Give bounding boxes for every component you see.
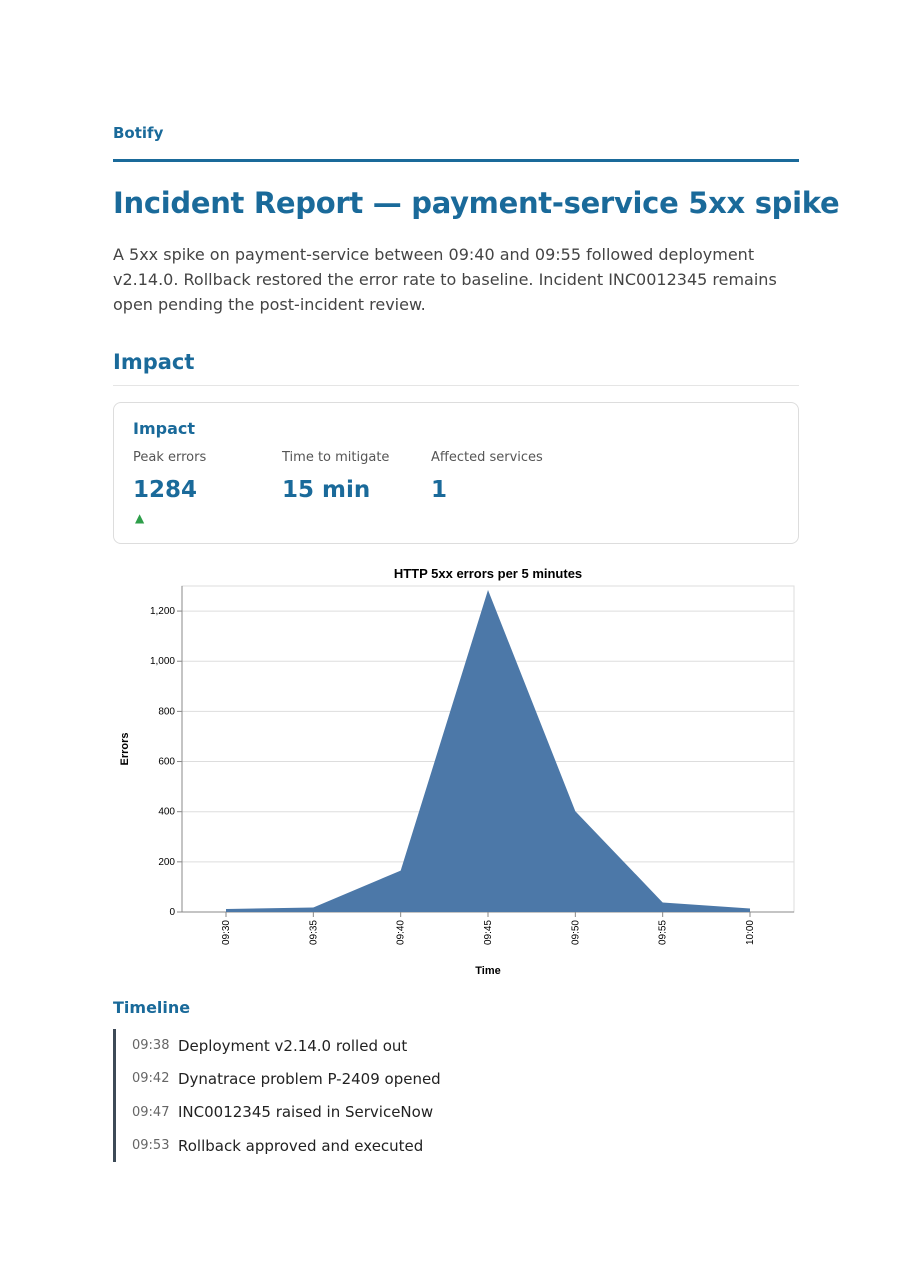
kpi-label: Affected services <box>431 450 543 465</box>
trend-up-icon: ▲ <box>135 511 145 525</box>
timeline-heading: Timeline <box>113 998 191 1017</box>
event-text: Dynatrace problem P-2409 opened <box>178 1069 441 1088</box>
x-tick-label: 09:45 <box>483 920 494 946</box>
area-series <box>226 590 750 912</box>
event-text: Rollback approved and executed <box>178 1136 424 1155</box>
x-axis-label: Time <box>475 965 501 977</box>
kpi-value: 1 <box>431 477 448 503</box>
kpi-affected-services <box>431 450 571 503</box>
kpi-peak-errors <box>133 450 273 503</box>
chart-title: HTTP 5xx errors per 5 minutes <box>393 566 583 581</box>
event-text: INC0012345 raised in ServiceNow <box>178 1103 434 1122</box>
kpi-value: 1284 <box>133 477 198 503</box>
kpi-value: 15 min <box>282 477 371 503</box>
timeline-item <box>116 1129 796 1162</box>
impact-heading: Impact <box>113 350 195 374</box>
y-axis-label: Errors <box>119 732 131 766</box>
page-title: Incident Report — payment-service 5xx spike <box>113 186 840 220</box>
impact-card <box>113 402 799 544</box>
header-divider <box>113 159 799 162</box>
x-tick-label: 10:00 <box>745 920 756 946</box>
timeline-list <box>113 1029 796 1162</box>
event-time: 09:42 <box>132 1071 170 1087</box>
kpi-label: Peak errors <box>133 450 207 465</box>
timeline-item <box>116 1029 796 1062</box>
x-tick-label: 09:35 <box>308 920 320 946</box>
y-tick-label: 200 <box>158 856 175 868</box>
summary-paragraph: A 5xx spike on payment-service between 09:40 and 09:55 followed deployment v2.14.0. Rollback restored the error rate to baseline. Incident INC0012345 remains open pending the post-incident review. <box>113 245 777 314</box>
timeline-item <box>116 1096 796 1129</box>
y-tick-label: 1,200 <box>149 606 175 618</box>
event-text: Deployment v2.14.0 rolled out <box>178 1036 408 1055</box>
y-tick-label: 1,000 <box>149 656 175 668</box>
y-tick-label: 800 <box>158 706 175 718</box>
x-tick-label: 09:55 <box>657 920 669 946</box>
errors-chart <box>113 560 803 980</box>
x-tick-label: 09:50 <box>570 920 582 946</box>
section-divider <box>113 385 799 386</box>
event-time: 09:38 <box>132 1038 170 1054</box>
event-time: 09:53 <box>132 1138 170 1154</box>
kpi-label: Time to mitigate <box>282 450 390 465</box>
y-tick-label: 600 <box>158 756 175 768</box>
y-tick-label: 0 <box>169 907 175 918</box>
card-title: Impact <box>133 419 196 438</box>
x-tick-label: 09:30 <box>221 920 232 946</box>
timeline-item <box>116 1062 796 1095</box>
kpi-time-to-mitigate <box>282 450 422 503</box>
brand-name: Botify <box>113 124 164 142</box>
chart-svg <box>113 560 803 980</box>
x-tick-label: 09:40 <box>395 920 407 946</box>
event-time: 09:47 <box>132 1104 170 1120</box>
y-tick-label: 400 <box>158 806 175 818</box>
